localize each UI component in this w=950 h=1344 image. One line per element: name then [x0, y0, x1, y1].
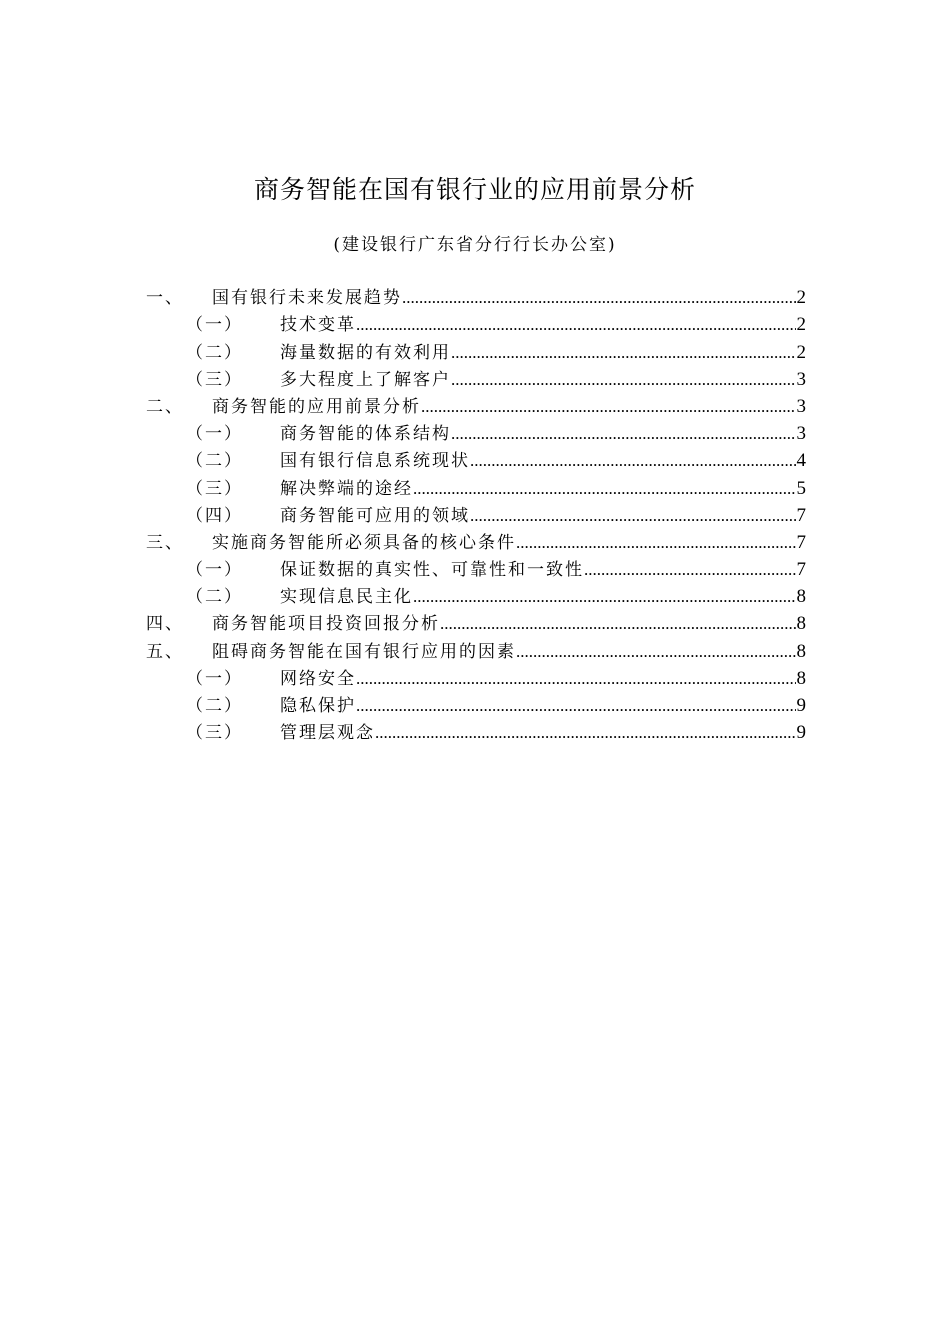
toc-entry-label: 解决弊端的途经	[280, 478, 413, 499]
toc-entry-number: （二）	[186, 342, 243, 363]
toc-entry-1-2[interactable]	[146, 336, 806, 363]
toc-entry-number: 二、	[146, 396, 184, 417]
toc-entry-1-1[interactable]	[146, 309, 806, 336]
toc-entry-page: 8	[796, 586, 806, 608]
toc-entry-page: 9	[796, 695, 806, 716]
toc-entry-3-1[interactable]	[146, 554, 806, 581]
toc-entry-page: 2	[796, 341, 806, 363]
toc-entry-2-1[interactable]	[146, 418, 806, 445]
toc-entry-4[interactable]	[146, 608, 806, 635]
toc-dot-leader	[356, 668, 796, 690]
toc-entry-label: 多大程度上了解客户	[280, 369, 451, 390]
toc-entry-number: （三）	[186, 723, 243, 744]
toc-dot-leader	[470, 450, 796, 472]
toc-dot-leader	[516, 532, 796, 554]
toc-entry-label: 管理层观念	[280, 723, 375, 744]
toc-dot-leader	[375, 722, 796, 744]
toc-entry-page: 3	[796, 423, 806, 445]
toc-entry-number: （一）	[186, 560, 243, 581]
toc-entry-page: 7	[796, 504, 806, 526]
toc-entry-page: 4	[796, 450, 806, 472]
toc-entry-number: 四、	[146, 614, 184, 635]
toc-entry-page: 8	[796, 640, 806, 662]
toc-entry-5-1[interactable]	[146, 663, 806, 690]
toc-entry-number: （一）	[186, 424, 243, 445]
toc-entry-3-2[interactable]	[146, 581, 806, 608]
toc-entry-label: 国有银行未来发展趋势	[212, 288, 402, 309]
toc-entry-1-3[interactable]	[146, 364, 806, 391]
toc-entry-number: 一、	[146, 288, 184, 309]
toc-entry-label: 商务智能的应用前景分析	[212, 396, 421, 417]
toc-entry-number: （一）	[186, 315, 243, 336]
toc-entry-5[interactable]	[146, 635, 806, 662]
toc-entry-label: 阻碍商务智能在国有银行应用的因素	[212, 641, 516, 662]
toc-entry-page: 8	[796, 613, 806, 635]
toc-entry-2-4[interactable]	[146, 500, 806, 527]
toc-entry-5-3[interactable]	[146, 717, 806, 744]
toc-entry-label: 商务智能可应用的领域	[280, 505, 470, 526]
toc-dot-leader	[516, 641, 796, 663]
toc-entry-page: 9	[796, 722, 806, 744]
table-of-contents	[146, 282, 806, 744]
toc-dot-leader	[470, 505, 796, 527]
toc-entry-page: 8	[796, 667, 806, 689]
toc-entry-label: 海量数据的有效利用	[280, 342, 451, 363]
toc-entry-label: 保证数据的真实性、可靠性和一致性	[280, 560, 584, 581]
toc-dot-leader	[421, 396, 796, 418]
page-subtitle: (建设银行广东省分行行长办公室)	[333, 235, 617, 255]
toc-entry-number: （二）	[186, 587, 243, 608]
toc-entry-2[interactable]	[146, 391, 806, 418]
toc-entry-page: 2	[796, 287, 806, 309]
toc-entry-page: 2	[796, 314, 806, 336]
toc-entry-2-2[interactable]	[146, 445, 806, 472]
toc-entry-page: 3	[796, 395, 806, 417]
toc-dot-leader	[451, 423, 796, 445]
toc-dot-leader	[413, 586, 796, 608]
toc-dot-leader	[451, 342, 796, 364]
toc-entry-number: （三）	[186, 478, 243, 499]
toc-entry-5-2[interactable]	[146, 690, 806, 717]
toc-entry-1[interactable]	[146, 282, 806, 309]
toc-entry-page: 5	[796, 477, 806, 499]
toc-entry-label: 商务智能项目投资回报分析	[212, 614, 440, 635]
toc-entry-label: 网络安全	[280, 668, 356, 689]
toc-dot-leader	[451, 369, 796, 391]
toc-entry-page: 3	[796, 368, 806, 390]
toc-entry-number: 五、	[146, 641, 184, 662]
toc-entry-number: （二）	[186, 696, 243, 716]
toc-entry-number: （一）	[186, 668, 243, 689]
toc-entry-label: 隐私保护	[280, 696, 356, 716]
toc-dot-leader	[413, 478, 796, 500]
page-title: 商务智能在国有银行业的应用前景分析	[253, 175, 696, 204]
toc-entry-number: 三、	[146, 532, 184, 553]
toc-dot-leader	[356, 695, 796, 717]
toc-dot-leader	[356, 314, 796, 336]
toc-entry-label: 国有银行信息系统现状	[280, 451, 470, 472]
toc-entry-2-3[interactable]	[146, 472, 806, 499]
toc-entry-page: 7	[796, 531, 806, 553]
toc-entry-label: 技术变革	[280, 315, 356, 336]
toc-entry-3[interactable]	[146, 527, 806, 554]
toc-entry-number: （三）	[186, 369, 243, 390]
toc-dot-leader	[402, 287, 796, 309]
toc-entry-page: 7	[796, 559, 806, 581]
toc-dot-leader	[584, 559, 796, 581]
toc-entry-number: （四）	[186, 505, 243, 526]
toc-entry-label: 实施商务智能所必须具备的核心条件	[212, 532, 516, 553]
toc-dot-leader	[440, 613, 796, 635]
toc-entry-label: 实现信息民主化	[280, 587, 413, 608]
toc-entry-number: （二）	[186, 451, 243, 472]
toc-entry-label: 商务智能的体系结构	[280, 424, 451, 445]
